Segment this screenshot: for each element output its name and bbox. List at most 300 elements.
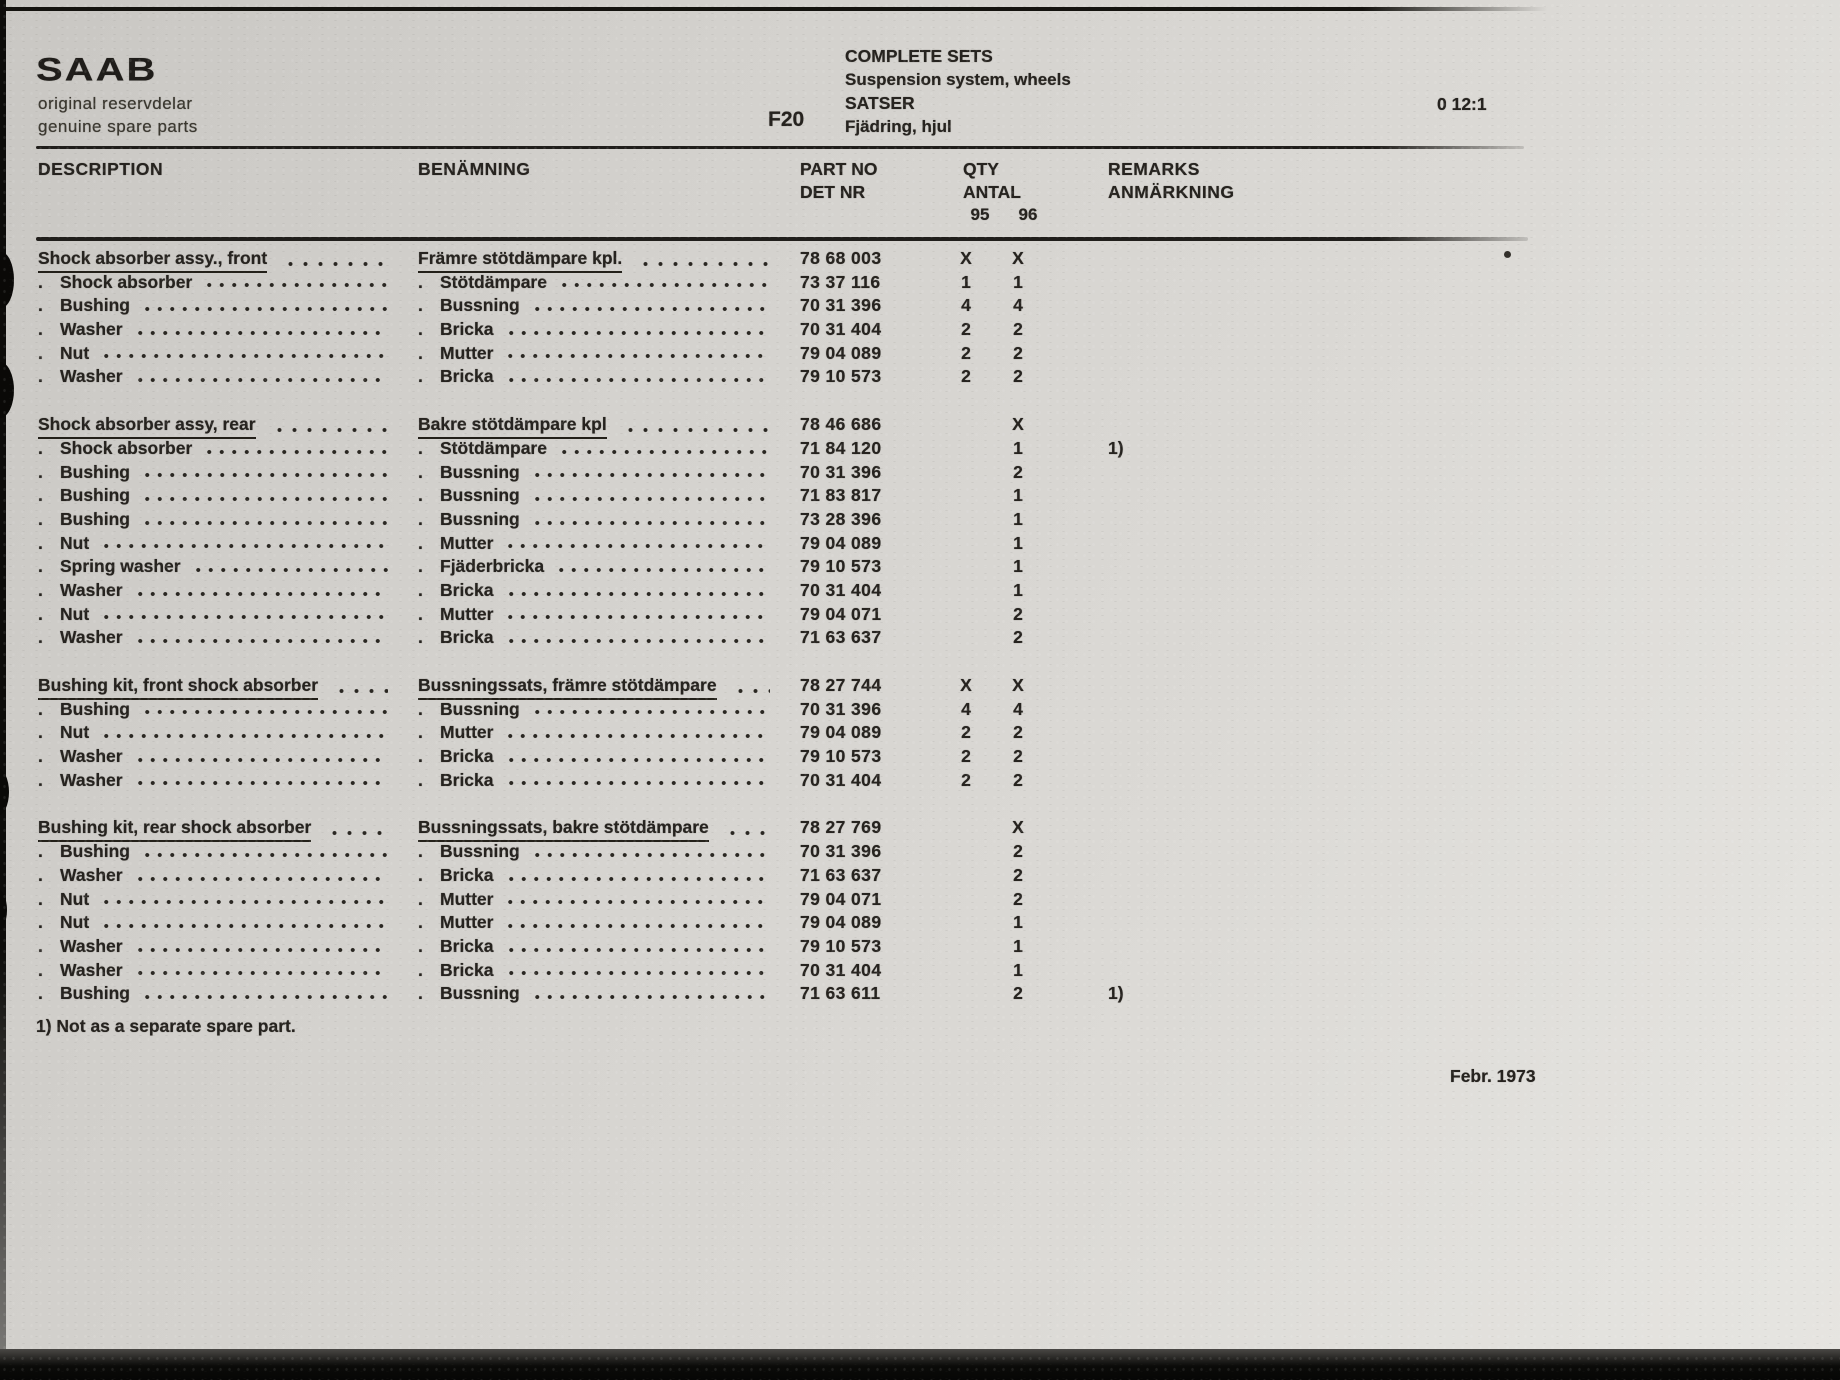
item-dot-prefix: .	[418, 746, 423, 767]
parts-row	[0, 626, 1840, 650]
qty-1996: 2	[1013, 342, 1023, 363]
dotted-leader	[531, 849, 770, 861]
remark	[1044, 840, 1840, 864]
item-dot-prefix: .	[418, 271, 423, 292]
remark	[1044, 342, 1840, 366]
qty-1996: 2	[1013, 769, 1023, 790]
part-number: 79 10 573	[800, 935, 882, 956]
dotted-leader	[134, 873, 388, 885]
item-dot-prefix: .	[418, 485, 423, 506]
description-text: Shock absorber assy, rear	[38, 413, 256, 439]
dotted-leader	[141, 991, 388, 1003]
benamning-text: Stötdämpare	[440, 437, 547, 458]
item-dot-prefix: .	[38, 935, 43, 956]
item-dot-prefix: .	[38, 342, 43, 363]
part-number: 79 04 089	[800, 722, 882, 743]
parts-row	[0, 698, 1840, 722]
item-dot-prefix: .	[418, 627, 423, 648]
benamning-cell	[418, 484, 800, 508]
description-cell	[38, 342, 418, 366]
benamning-cell	[418, 959, 800, 983]
item-dot-prefix: .	[418, 342, 423, 363]
dotted-leader	[505, 754, 770, 766]
item-dot-prefix: .	[38, 461, 43, 482]
benamning-text: Bussning	[440, 461, 520, 482]
item-dot-prefix: .	[418, 841, 423, 862]
parts-row	[0, 603, 1840, 627]
qty-1995: 1	[961, 271, 971, 292]
benamning-cell	[418, 437, 800, 461]
description-cell	[38, 437, 418, 461]
item-dot-prefix: .	[38, 579, 43, 600]
qty-1995	[940, 935, 992, 959]
remark	[1044, 413, 1840, 439]
benamning-cell	[418, 674, 800, 700]
header-divider-line	[36, 146, 1524, 149]
description-text: Washer	[60, 319, 123, 340]
dotted-leader	[203, 446, 388, 458]
part-number: 70 31 404	[800, 769, 882, 790]
qty-1995: 2	[961, 319, 971, 340]
qty-1995	[940, 555, 992, 579]
part-number: 71 63 637	[800, 864, 882, 885]
benamning-text: Bussningssats, bakre stötdämpare	[418, 816, 709, 842]
dotted-leader	[134, 327, 388, 339]
dotted-leader	[134, 967, 388, 979]
description-cell	[38, 318, 418, 342]
description-text: Bushing	[60, 508, 130, 529]
parts-row	[0, 721, 1840, 745]
benamning-cell	[418, 721, 800, 745]
remark	[1044, 532, 1840, 556]
dotted-leader	[141, 706, 388, 718]
item-dot-prefix: .	[418, 722, 423, 743]
remark	[1044, 769, 1840, 793]
remark	[1044, 603, 1840, 627]
dotted-leader	[327, 827, 388, 839]
parts-row	[0, 437, 1840, 461]
description-text: Washer	[60, 627, 123, 648]
dotted-leader	[504, 920, 770, 932]
item-dot-prefix: .	[418, 983, 423, 1004]
dotted-leader	[505, 374, 770, 386]
dotted-leader	[505, 327, 770, 339]
benamning-text: Bakre stötdämpare kpl	[418, 413, 607, 439]
dotted-leader	[505, 588, 770, 600]
qty-1995	[940, 603, 992, 627]
column-header-qty: QTY	[963, 159, 999, 179]
qty-1995: 2	[961, 342, 971, 363]
remark	[1044, 698, 1840, 722]
dotted-leader	[134, 754, 388, 766]
item-dot-prefix: .	[38, 532, 43, 553]
qty-1995	[940, 840, 992, 864]
description-text: Shock absorber	[60, 437, 193, 458]
description-cell	[38, 674, 418, 700]
column-header-det-nr: DET NR	[800, 182, 866, 202]
dotted-leader	[531, 303, 770, 315]
benamning-cell	[418, 840, 800, 864]
dotted-leader	[504, 540, 770, 552]
item-dot-prefix: .	[38, 508, 43, 529]
qty-1995: 2	[961, 769, 971, 790]
item-dot-prefix: .	[38, 271, 43, 292]
qty-1995	[940, 959, 992, 983]
benamning-text: Bussning	[440, 508, 520, 529]
benamning-text: Mutter	[440, 532, 494, 553]
part-number: 78 27 744	[800, 675, 882, 695]
item-dot-prefix: .	[38, 746, 43, 767]
description-text: Washer	[60, 746, 123, 767]
page-subtitle-english: Suspension system, wheels	[845, 70, 1071, 89]
qty-1996: 1	[1013, 556, 1023, 577]
item-dot-prefix: .	[418, 959, 423, 980]
description-text: Nut	[60, 532, 90, 553]
parts-row	[0, 271, 1840, 295]
qty-1996: 1	[1013, 532, 1023, 553]
parts-row	[0, 745, 1840, 769]
benamning-text: Mutter	[440, 912, 494, 933]
qty-1995	[940, 508, 992, 532]
dotted-leader	[504, 350, 770, 362]
description-cell	[38, 864, 418, 888]
description-cell	[38, 816, 418, 842]
parts-row	[0, 888, 1840, 912]
remark	[1044, 935, 1840, 959]
qty-1995	[940, 982, 992, 1006]
dotted-leader	[558, 279, 770, 291]
benamning-text: Bricka	[440, 319, 494, 340]
description-cell	[38, 982, 418, 1006]
brand-tagline-english: genuine spare parts	[38, 117, 198, 136]
part-number: 79 10 573	[800, 366, 882, 387]
benamning-text: Fjäderbricka	[440, 556, 545, 577]
qty-1996: 2	[1013, 888, 1023, 909]
remark	[1044, 674, 1840, 700]
dotted-leader	[141, 469, 388, 481]
item-dot-prefix: .	[418, 864, 423, 885]
dotted-leader	[100, 350, 388, 362]
remark	[1044, 247, 1840, 273]
benamning-text: Bricka	[440, 579, 494, 600]
remark: 1)	[1108, 983, 1124, 1004]
column-header-description: DESCRIPTION	[38, 159, 164, 179]
benamning-cell	[418, 318, 800, 342]
qty-1995	[940, 437, 992, 461]
remark	[1044, 959, 1840, 983]
dotted-leader	[134, 944, 388, 956]
part-number: 70 31 404	[800, 319, 882, 340]
description-text: Bushing	[60, 295, 130, 316]
part-number: 79 04 089	[800, 912, 882, 933]
parts-table	[0, 247, 1840, 1030]
part-number: 73 37 116	[800, 271, 881, 292]
description-text: Washer	[60, 579, 123, 600]
remark	[1044, 271, 1840, 295]
description-text: Bushing	[60, 461, 130, 482]
item-dot-prefix: .	[418, 366, 423, 387]
part-number: 70 31 396	[800, 295, 882, 316]
part-number: 70 31 396	[800, 841, 882, 862]
description-cell	[38, 508, 418, 532]
benamning-text: Bussning	[440, 698, 520, 719]
item-dot-prefix: .	[38, 888, 43, 909]
part-number: 73 28 396	[800, 508, 882, 529]
qty-1996: 4	[1013, 295, 1023, 316]
benamning-cell	[418, 365, 800, 389]
column-header-anmarkning: ANMÄRKNING	[1108, 182, 1235, 202]
brand-tagline-swedish: original reservdelar	[38, 94, 193, 113]
issue-date: Febr. 1973	[1450, 1066, 1536, 1086]
dotted-leader	[505, 873, 770, 885]
dotted-leader	[733, 685, 770, 697]
item-dot-prefix: .	[418, 698, 423, 719]
qty-1996: 1	[1013, 959, 1023, 980]
description-cell	[38, 698, 418, 722]
description-cell	[38, 532, 418, 556]
qty-1995	[940, 579, 992, 603]
benamning-cell	[418, 626, 800, 650]
dotted-leader	[334, 685, 388, 697]
benamning-cell	[418, 579, 800, 603]
description-text: Bushing	[60, 983, 130, 1004]
column-header-benamning: BENÄMNING	[418, 159, 531, 179]
item-dot-prefix: .	[38, 864, 43, 885]
remark	[1044, 461, 1840, 485]
benamning-cell	[418, 461, 800, 485]
item-dot-prefix: .	[418, 556, 423, 577]
qty-1995: 2	[961, 366, 971, 387]
description-text: Bushing kit, front shock absorber	[38, 674, 318, 700]
parts-row	[0, 816, 1840, 840]
dotted-leader	[531, 706, 770, 718]
benamning-text: Mutter	[440, 342, 494, 363]
qty-1996: X	[1012, 817, 1024, 838]
qty-1996: 2	[1013, 983, 1023, 1004]
qty-1996: X	[1012, 248, 1024, 268]
description-cell	[38, 365, 418, 389]
part-number: 71 84 120	[800, 437, 882, 458]
page-title-swedish: SATSER	[845, 93, 915, 113]
page-reference-number: 0 12:1	[1437, 94, 1487, 114]
description-cell	[38, 555, 418, 579]
description-cell	[38, 247, 418, 273]
parts-row	[0, 342, 1840, 366]
dotted-leader	[134, 635, 388, 647]
page-title-english: COMPLETE SETS	[845, 46, 993, 66]
part-number: 79 10 573	[800, 746, 882, 767]
qty-1996: 1	[1013, 271, 1023, 292]
item-dot-prefix: .	[38, 437, 43, 458]
description-cell	[38, 769, 418, 793]
part-number: 70 31 404	[800, 959, 882, 980]
qty-1996: 1	[1013, 935, 1023, 956]
dotted-leader	[531, 469, 770, 481]
qty-1995	[940, 484, 992, 508]
qty-1996: 2	[1013, 461, 1023, 482]
dotted-leader	[505, 944, 770, 956]
remark: 1)	[1108, 437, 1124, 458]
item-dot-prefix: .	[418, 437, 423, 458]
qty-1996: 1	[1013, 437, 1023, 458]
qty-1995	[940, 816, 992, 842]
benamning-text: Bricka	[440, 366, 494, 387]
item-dot-prefix: .	[418, 508, 423, 529]
parts-row	[0, 769, 1840, 793]
dotted-leader	[272, 424, 388, 436]
dotted-leader	[531, 991, 770, 1003]
qty-1995: X	[960, 675, 972, 695]
description-text: Bushing kit, rear shock absorber	[38, 816, 311, 842]
qty-1995	[940, 461, 992, 485]
benamning-cell	[418, 247, 800, 273]
item-dot-prefix: .	[418, 461, 423, 482]
part-number: 79 04 089	[800, 532, 882, 553]
qty-1996: 2	[1013, 366, 1023, 387]
benamning-cell	[418, 888, 800, 912]
remark	[1044, 318, 1840, 342]
benamning-text: Främre stötdämpare kpl.	[418, 247, 622, 273]
dotted-leader	[100, 920, 388, 932]
parts-row	[0, 247, 1840, 271]
benamning-cell	[418, 935, 800, 959]
description-text: Shock absorber assy., front	[38, 247, 267, 273]
dotted-leader	[504, 611, 770, 623]
description-text: Nut	[60, 342, 90, 363]
parts-group	[0, 816, 1840, 1006]
benamning-text: Bussning	[440, 295, 520, 316]
part-number: 79 04 089	[800, 342, 882, 363]
description-text: Shock absorber	[60, 271, 193, 292]
item-dot-prefix: .	[38, 295, 43, 316]
qty-1995: 2	[961, 746, 971, 767]
description-cell	[38, 461, 418, 485]
qty-1995	[940, 532, 992, 556]
part-number: 78 68 003	[800, 248, 882, 268]
benamning-text: Mutter	[440, 722, 494, 743]
benamning-text: Bricka	[440, 864, 494, 885]
dotted-leader	[623, 424, 770, 436]
qty-1996: 1	[1013, 508, 1023, 529]
benamning-cell	[418, 745, 800, 769]
dotted-leader	[531, 517, 770, 529]
benamning-cell	[418, 413, 800, 439]
description-cell	[38, 626, 418, 650]
description-cell	[38, 721, 418, 745]
item-dot-prefix: .	[38, 983, 43, 1004]
item-dot-prefix: .	[38, 769, 43, 790]
benamning-cell	[418, 911, 800, 935]
item-dot-prefix: .	[38, 366, 43, 387]
parts-row	[0, 935, 1840, 959]
dotted-leader	[141, 493, 388, 505]
description-text: Nut	[60, 888, 90, 909]
description-cell	[38, 484, 418, 508]
dotted-leader	[134, 374, 388, 386]
scan-edge-bottom	[0, 1349, 1840, 1380]
item-dot-prefix: .	[418, 579, 423, 600]
parts-row	[0, 294, 1840, 318]
remark	[1044, 626, 1840, 650]
part-number: 78 27 769	[800, 817, 882, 838]
description-cell	[38, 959, 418, 983]
parts-row	[0, 555, 1840, 579]
parts-row	[0, 461, 1840, 485]
scan-speck	[1504, 251, 1511, 258]
dotted-leader	[555, 564, 770, 576]
parts-row	[0, 982, 1840, 1006]
description-cell	[38, 911, 418, 935]
parts-row	[0, 864, 1840, 888]
qty-1996: 2	[1013, 627, 1023, 648]
qty-1996: 2	[1013, 319, 1023, 340]
benamning-cell	[418, 555, 800, 579]
remark	[1044, 484, 1840, 508]
remark	[1044, 555, 1840, 579]
dotted-leader	[505, 967, 770, 979]
table-top-divider-line	[36, 237, 1528, 241]
qty-1996: 2	[1013, 746, 1023, 767]
part-number: 79 04 071	[800, 888, 882, 909]
benamning-text: Mutter	[440, 888, 494, 909]
part-number: 79 04 071	[800, 603, 882, 624]
benamning-text: Bussning	[440, 983, 520, 1004]
parts-group	[0, 247, 1840, 389]
saab-logo: SAAB	[36, 52, 158, 89]
dotted-leader	[134, 777, 388, 789]
dotted-leader	[100, 730, 388, 742]
parts-row	[0, 959, 1840, 983]
remark	[1044, 508, 1840, 532]
benamning-cell	[418, 603, 800, 627]
dotted-leader	[505, 635, 770, 647]
qty-1995	[940, 413, 992, 439]
description-text: Washer	[60, 959, 123, 980]
item-dot-prefix: .	[418, 319, 423, 340]
benamning-text: Bussningssats, främre stötdämpare	[418, 674, 717, 700]
column-header-part-no: PART NO	[800, 159, 878, 179]
benamning-text: Bricka	[440, 769, 494, 790]
page-subtitle-swedish: Fjädring, hjul	[845, 117, 952, 136]
description-text: Nut	[60, 912, 90, 933]
benamning-cell	[418, 864, 800, 888]
qty-1995	[940, 626, 992, 650]
dotted-leader	[638, 258, 770, 270]
dotted-leader	[141, 849, 388, 861]
part-number: 70 31 396	[800, 698, 882, 719]
dotted-leader	[141, 517, 388, 529]
parts-row	[0, 674, 1840, 698]
parts-row	[0, 911, 1840, 935]
description-text: Bushing	[60, 698, 130, 719]
benamning-text: Mutter	[440, 603, 494, 624]
benamning-text: Bussning	[440, 841, 520, 862]
part-number: 70 31 396	[800, 461, 882, 482]
dotted-leader	[203, 279, 388, 291]
description-cell	[38, 579, 418, 603]
dotted-leader	[283, 258, 388, 270]
description-text: Washer	[60, 366, 123, 387]
parts-row	[0, 508, 1840, 532]
qty-1996: 1	[1013, 485, 1023, 506]
qty-1996: 4	[1013, 698, 1023, 719]
qty-1995	[940, 864, 992, 888]
description-text: Nut	[60, 722, 90, 743]
part-number: 71 83 817	[800, 485, 882, 506]
qty-1996: 1	[1013, 579, 1023, 600]
remark	[1044, 745, 1840, 769]
description-text: Bushing	[60, 841, 130, 862]
